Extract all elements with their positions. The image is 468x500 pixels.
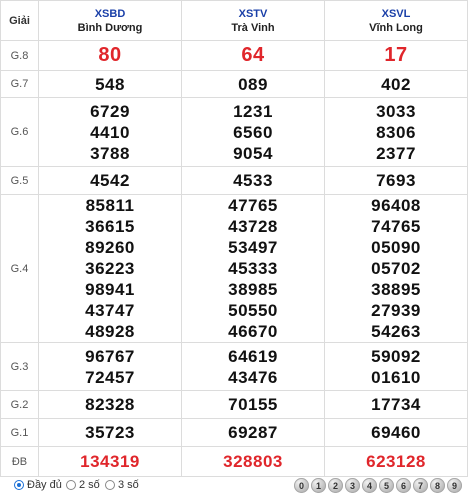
prize-number: 4533	[233, 171, 273, 190]
display-options-bar	[0, 477, 468, 500]
prize-label: G.6	[1, 98, 39, 167]
prize-row-đb	[1, 447, 468, 477]
radio-full[interactable]	[14, 480, 24, 490]
prize-number: 69287	[228, 423, 278, 442]
option-3-digits[interactable]	[105, 479, 139, 491]
prize-number: 2377	[376, 143, 416, 163]
prize-number: 17734	[371, 395, 421, 414]
prize-row-g7	[1, 71, 468, 98]
prize-number: 82328	[85, 395, 135, 414]
digit-filter	[294, 478, 462, 493]
prize-number: 089	[238, 74, 268, 94]
prize-number: 36615	[85, 217, 135, 236]
radio-2-digits[interactable]	[66, 480, 76, 490]
prize-row-g1	[1, 419, 468, 447]
prize-number: 4410	[90, 122, 130, 142]
prize-cell	[325, 419, 468, 447]
prize-cell	[182, 98, 325, 167]
prize-number: 69460	[371, 423, 421, 442]
prize-cell	[39, 41, 182, 71]
prize-number: 50550	[228, 301, 278, 320]
prize-number: 402	[381, 74, 411, 94]
header-row	[1, 1, 468, 41]
province-code[interactable]: XSBD	[94, 7, 126, 20]
prize-label: G.7	[1, 71, 39, 98]
prize-cell	[182, 419, 325, 447]
prize-number: 7693	[376, 171, 416, 190]
prize-number: 98941	[85, 280, 135, 299]
digit-ball-6[interactable]: 6	[396, 478, 411, 493]
prize-number: 36223	[85, 259, 135, 278]
prize-cell	[39, 447, 182, 477]
prize-number: 05090	[371, 238, 421, 257]
digit-ball-7[interactable]: 7	[413, 478, 428, 493]
prize-number: 43728	[228, 217, 278, 236]
prize-number: 4542	[90, 171, 130, 190]
prize-number: 05702	[371, 259, 421, 278]
prize-number: 46670	[228, 322, 278, 341]
prize-cell	[39, 343, 182, 391]
prize-cell	[182, 391, 325, 419]
digit-ball-5[interactable]: 5	[379, 478, 394, 493]
prize-cell	[182, 41, 325, 71]
prize-cell	[182, 195, 325, 343]
prize-cell	[325, 195, 468, 343]
prize-number: 89260	[85, 238, 135, 257]
prize-cell	[325, 41, 468, 71]
prize-cell	[325, 98, 468, 167]
prize-number: 38895	[371, 280, 421, 299]
radio-3-digits[interactable]	[105, 480, 115, 490]
prize-number: 64	[241, 44, 265, 66]
prize-cell	[182, 343, 325, 391]
prize-number: 27939	[371, 301, 421, 320]
province-header-2[interactable]	[182, 1, 325, 41]
option-2-digits[interactable]	[66, 479, 100, 491]
prize-cell	[325, 343, 468, 391]
province-name: Bình Dương	[77, 21, 143, 34]
prize-number: 72457	[85, 367, 135, 387]
prize-number: 6560	[233, 122, 273, 142]
digit-ball-8[interactable]: 8	[430, 478, 445, 493]
prize-label: G.5	[1, 167, 39, 195]
prize-label: G.4	[1, 195, 39, 343]
prize-row-g2	[1, 391, 468, 419]
digit-ball-3[interactable]: 3	[345, 478, 360, 493]
prize-number: 64619	[228, 346, 278, 366]
digit-ball-2[interactable]: 2	[328, 478, 343, 493]
prize-number: 70155	[228, 395, 278, 414]
prize-number: 43476	[228, 367, 278, 387]
prize-number: 45333	[228, 259, 278, 278]
prize-row-g5	[1, 167, 468, 195]
prize-cell	[39, 419, 182, 447]
digit-ball-1[interactable]: 1	[311, 478, 326, 493]
prize-number: 35723	[85, 423, 135, 442]
prize-label: G.1	[1, 419, 39, 447]
prize-row-g6	[1, 98, 468, 167]
prize-cell	[39, 98, 182, 167]
province-header-3[interactable]	[325, 1, 468, 41]
prize-cell	[182, 167, 325, 195]
prize-label: ĐB	[1, 447, 39, 477]
prize-number: 96767	[85, 346, 135, 366]
prize-number: 134319	[80, 452, 140, 471]
province-name: Trà Vinh	[231, 21, 275, 34]
prize-cell	[39, 167, 182, 195]
prize-row-g8	[1, 41, 468, 71]
prize-cell	[325, 167, 468, 195]
prize-row-g3	[1, 343, 468, 391]
province-header-1[interactable]	[39, 1, 182, 41]
prize-number: 43747	[85, 301, 135, 320]
digit-ball-4[interactable]: 4	[362, 478, 377, 493]
option-full-label: Đầy đủ	[27, 479, 62, 491]
prize-number: 328803	[223, 452, 283, 471]
prize-cell	[182, 447, 325, 477]
prize-number: 1231	[233, 101, 273, 121]
prize-number: 38985	[228, 280, 278, 299]
prize-number: 74765	[371, 217, 421, 236]
prize-number: 17	[384, 44, 408, 66]
province-code[interactable]: XSVL	[381, 7, 411, 20]
giai-header: Giải	[1, 1, 39, 41]
prize-number: 01610	[371, 367, 421, 387]
province-code[interactable]: XSTV	[238, 7, 268, 20]
prize-cell	[325, 391, 468, 419]
digit-ball-9[interactable]: 9	[447, 478, 462, 493]
digit-ball-0[interactable]: 0	[294, 478, 309, 493]
prize-number: 6729	[90, 101, 130, 121]
prize-number: 54263	[371, 322, 421, 341]
prize-number: 9054	[233, 143, 273, 163]
prize-number: 47765	[228, 196, 278, 215]
prize-label: G.3	[1, 343, 39, 391]
prize-label: G.2	[1, 391, 39, 419]
prize-number: 80	[98, 44, 122, 66]
option-full[interactable]	[14, 479, 62, 491]
prize-number: 548	[95, 74, 125, 94]
prize-number: 59092	[371, 346, 421, 366]
prize-label: G.8	[1, 41, 39, 71]
prize-number: 48928	[85, 322, 135, 341]
prize-cell	[325, 71, 468, 98]
prize-row-g4	[1, 195, 468, 343]
prize-cell	[39, 195, 182, 343]
province-name: Vĩnh Long	[369, 21, 423, 34]
prize-cell	[39, 71, 182, 98]
prize-number: 53497	[228, 238, 278, 257]
prize-number: 8306	[376, 122, 416, 142]
prize-cell	[182, 71, 325, 98]
prize-cell	[325, 447, 468, 477]
option-3-digits-label: 3 số	[118, 479, 139, 491]
prize-number: 3033	[376, 101, 416, 121]
prize-number: 85811	[85, 196, 135, 215]
prize-number: 3788	[90, 143, 130, 163]
prize-number: 623128	[366, 452, 426, 471]
option-2-digits-label: 2 số	[79, 479, 100, 491]
prize-number: 96408	[371, 196, 421, 215]
prize-cell	[39, 391, 182, 419]
